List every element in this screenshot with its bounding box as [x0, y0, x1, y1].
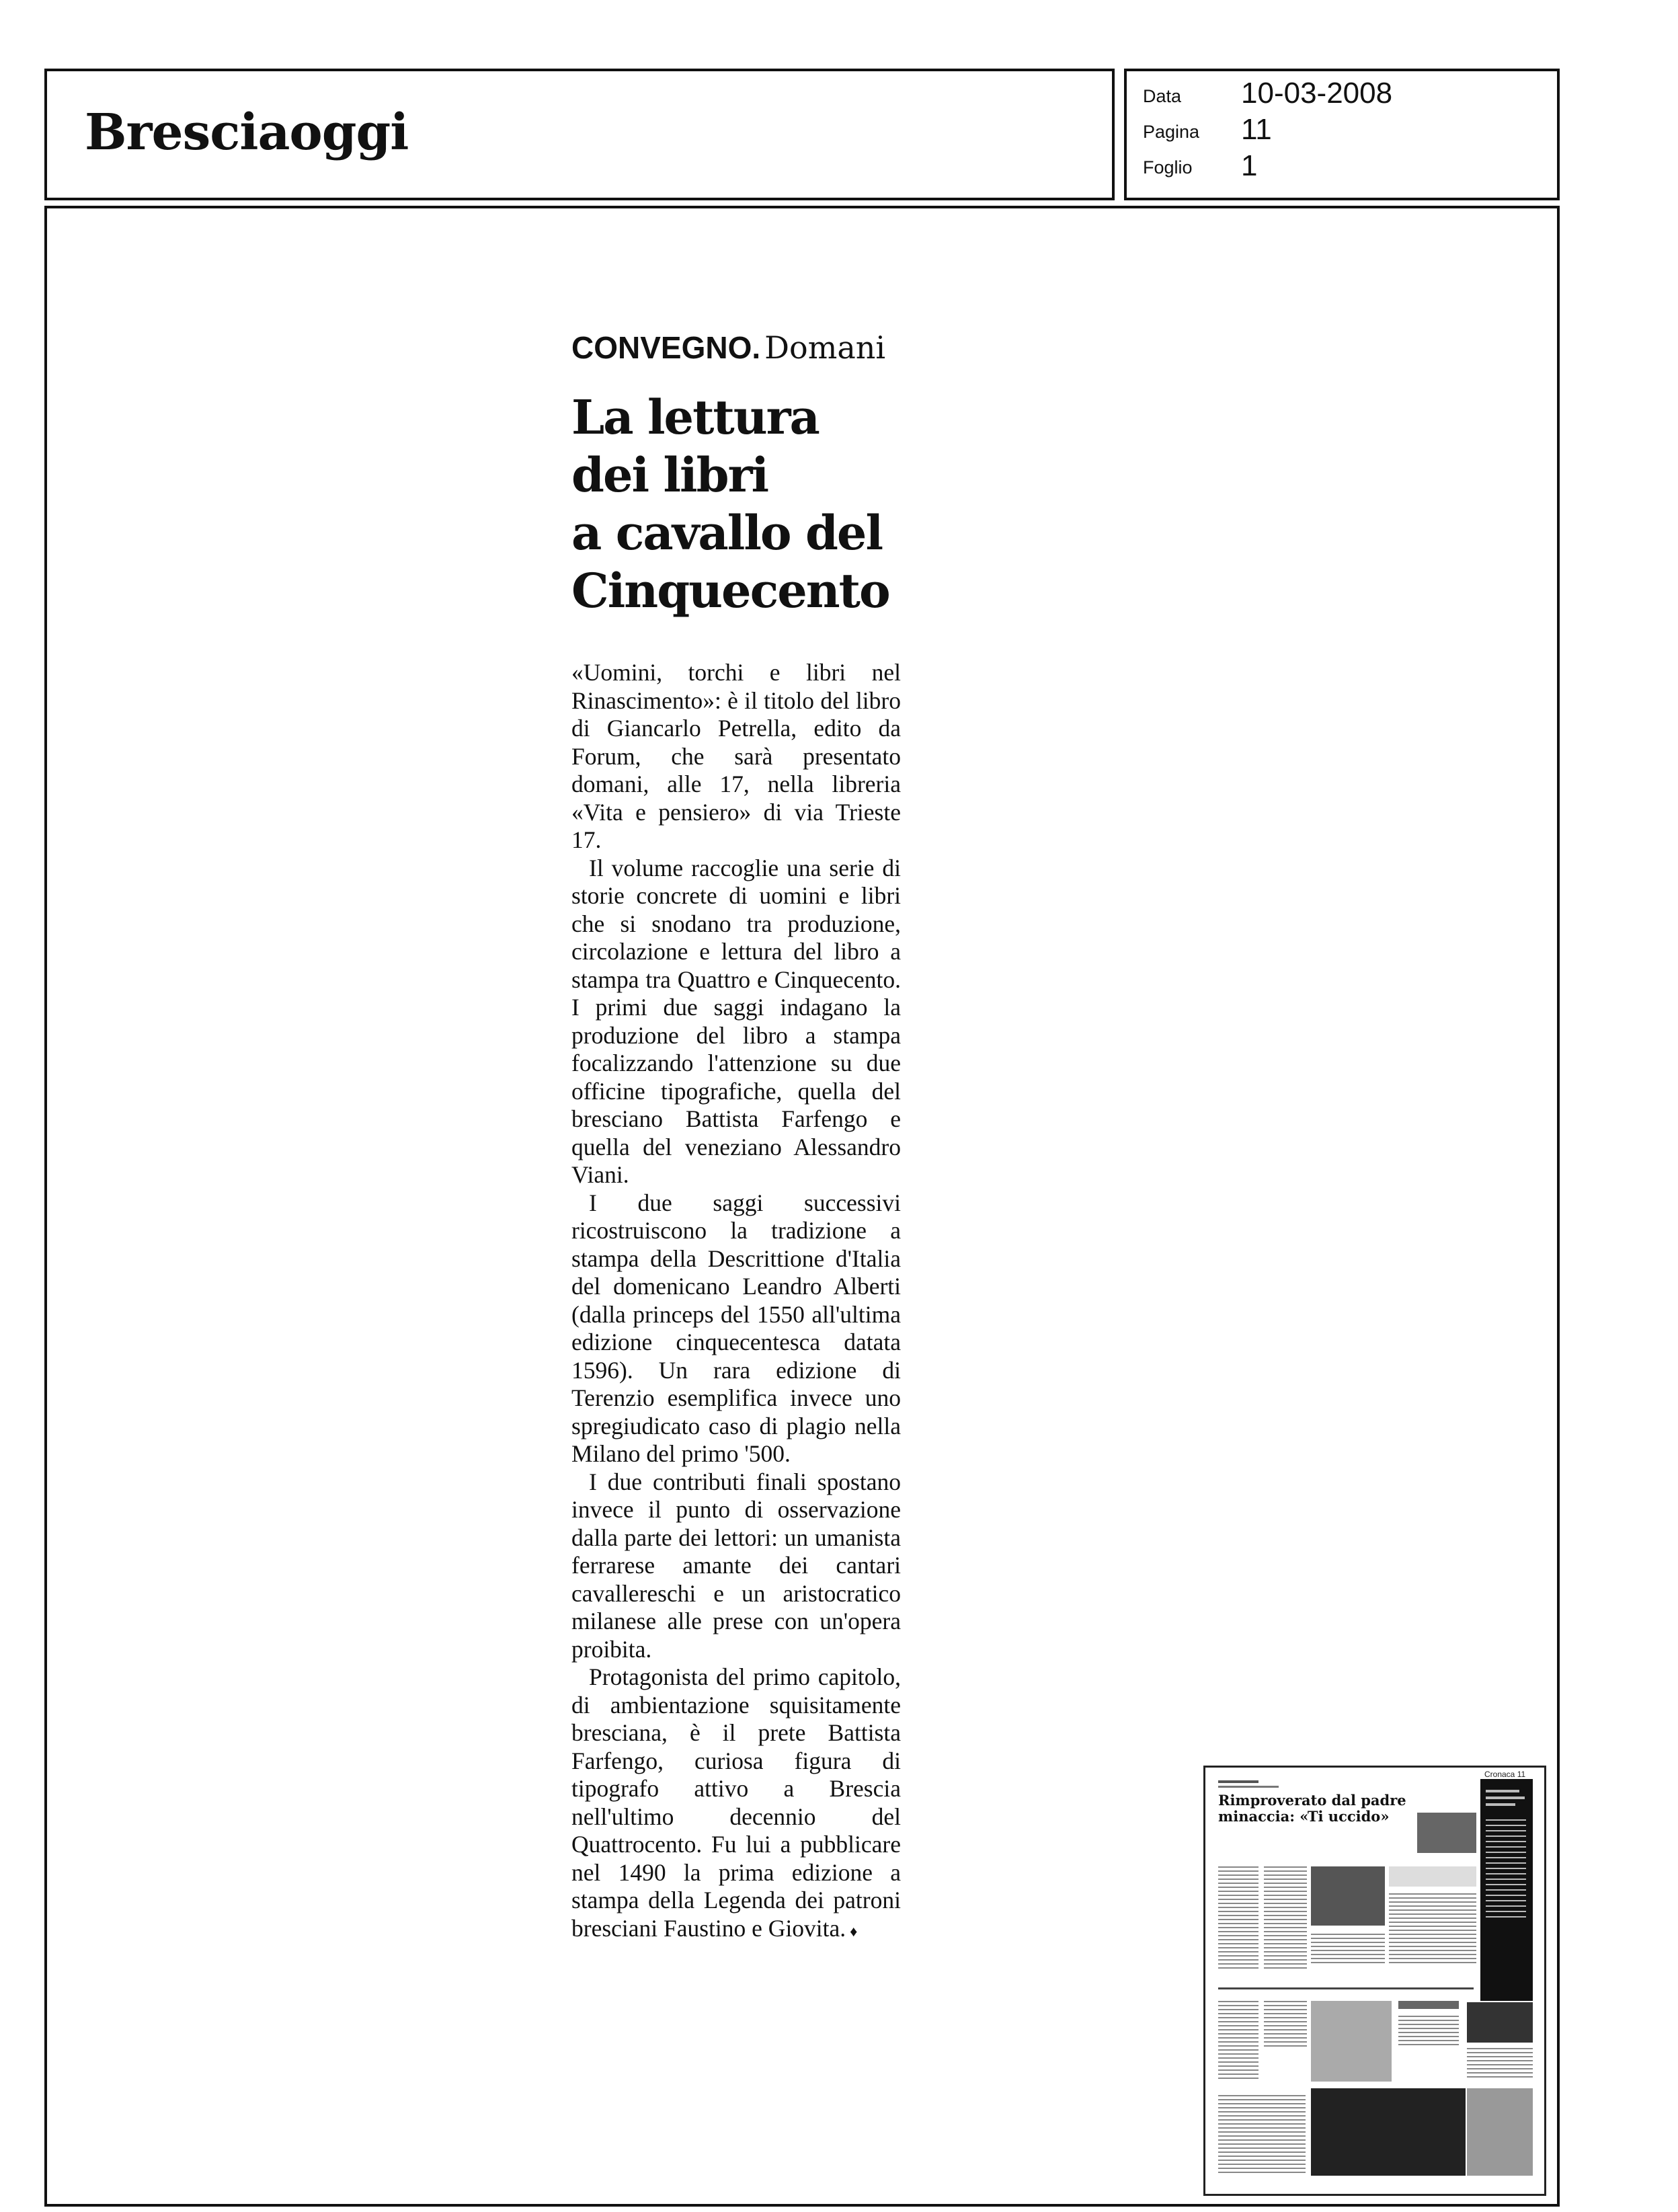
page-thumbnail	[1203, 1766, 1546, 2196]
headline-line: a cavallo del	[571, 505, 883, 561]
meta-sheet-label: Foglio	[1143, 157, 1193, 177]
end-mark-icon: ♦	[850, 1922, 858, 1940]
meta-page-label: Pagina	[1143, 122, 1200, 142]
masthead-box	[44, 69, 1115, 200]
thumbnail-graphic	[1203, 1766, 1546, 2196]
headline-line: Cinquecento	[571, 563, 889, 619]
masthead: Bresciaoggi	[85, 104, 409, 161]
headline-line: dei libri	[571, 447, 768, 503]
article-paragraph: «Uomini, torchi e libri nel Rinascimento»: è il titolo del libro di Giancarlo Petrella, edito da Forum, che sarà presentato domani, alle 17, nella libreria «Vita e pensiero» di via Trieste 17.	[571, 659, 901, 853]
article-body	[571, 659, 901, 1945]
headline-line: La lettura	[571, 389, 819, 445]
article-paragraph: I due contributi finali spostano invece il punto di osservazione dalla parte dei lettori: un umanista ferrarese amante dei cantari cavallereschi e un aristocratico milanese alle prese con un'opera proibita.	[571, 1468, 901, 1663]
last-paragraph-text: Protagonista del primo capitolo, di ambientazione squisitamente bresciana, è il prete Battista Farfengo, curiosa figura di tipografo attivo a Brescia nell'ultimo decennio del Quattrocento. Fu lui a pubblicare nel 1490 la prima edizione a stampa della Legenda dei patroni bresciani Faustino e Giovita.	[571, 1663, 901, 1942]
kicker-bold: CONVEGNO.	[571, 330, 761, 365]
meta-page-value: 11	[1241, 113, 1272, 146]
article-paragraph	[571, 1663, 901, 1945]
kicker-rest: Domani	[764, 329, 886, 366]
article-headline	[571, 389, 975, 620]
meta-box	[1124, 69, 1560, 200]
article-kicker	[571, 329, 885, 366]
article-paragraph: I due saggi successivi ricostruiscono la tradizione a stampa della Descrittione d'Italia del domenicano Leandro Alberti (dalla princeps del 1550 all'ultima edizione cinquecentesca datata 1596). Un rara edizione di Terenzio esemplifica invece uno spregiudicato caso di plagio nella Milano del primo '500.	[571, 1189, 901, 1467]
meta-date-value: 10-03-2008	[1241, 77, 1393, 110]
meta-sheet-value: 1	[1241, 149, 1258, 182]
thumbnail-section: Cronaca 11	[1484, 1770, 1526, 1779]
article-paragraph: Il volume raccoglie una serie di storie concrete di uomini e libri che si snodano tra produzione, circolazione e lettura del libro a stampa tra Quattro e Cinquecento. I primi due saggi indagano la produzione del libro a stampa focalizzando l'attenzione su due officine tipografiche, quella del bresciano Battista Farfengo e quella del veneziano Alessandro Viani.	[571, 854, 901, 1188]
meta-date-label: Data	[1143, 86, 1182, 106]
thumbnail-headline: Rimproverato dal padre minaccia: «Ti uccido»	[1218, 1792, 1406, 1825]
